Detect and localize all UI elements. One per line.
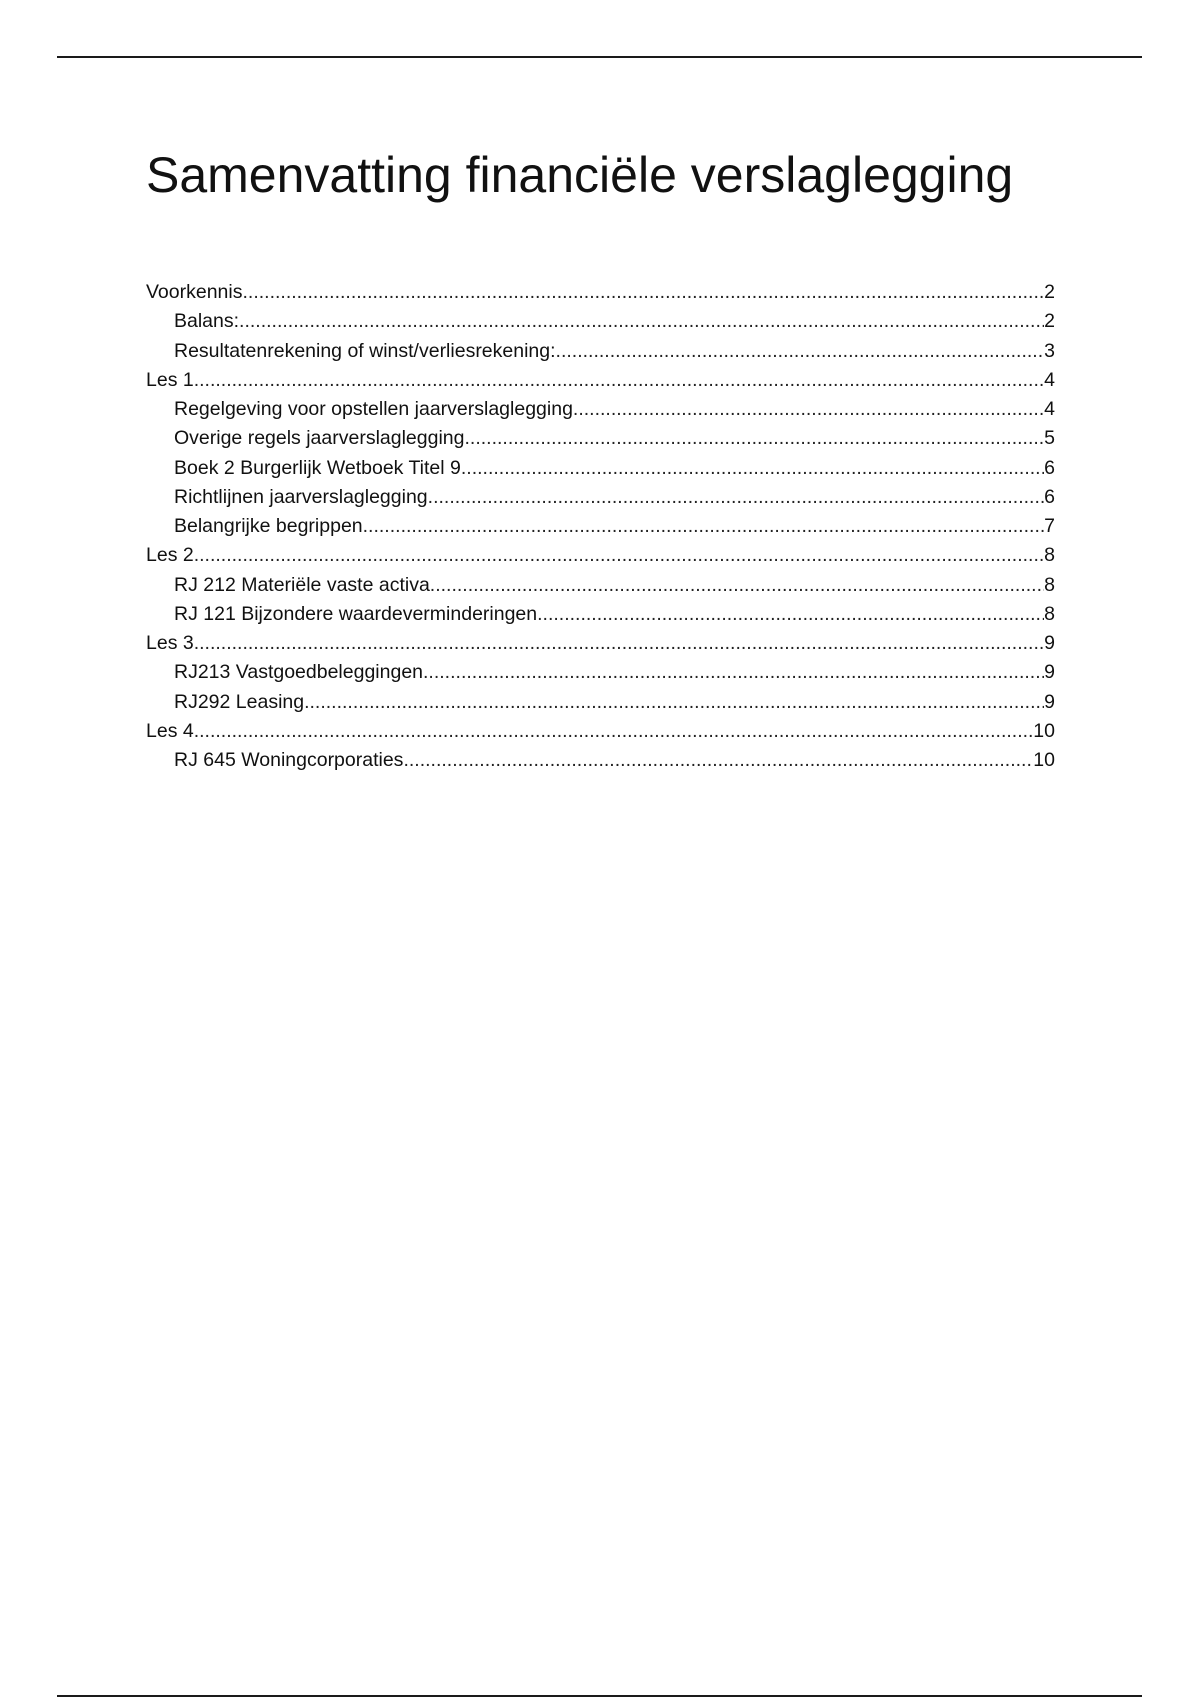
toc-entry[interactable] xyxy=(146,395,1055,424)
toc-page-number: 8 xyxy=(1044,544,1055,567)
toc-dot-leader xyxy=(194,541,1044,570)
toc-page-number: 6 xyxy=(1044,485,1055,508)
footer-rule xyxy=(57,1695,1142,1697)
toc-dot-leader xyxy=(537,600,1044,629)
toc-entry[interactable] xyxy=(146,454,1055,483)
toc-page-number: 5 xyxy=(1044,427,1055,450)
toc-entry[interactable] xyxy=(146,483,1055,512)
toc-entry-label: Les 2 xyxy=(146,544,194,567)
toc-page-number: 4 xyxy=(1044,368,1055,391)
toc-dot-leader xyxy=(363,512,1045,541)
toc-dot-leader xyxy=(194,366,1044,395)
toc-page-number: 2 xyxy=(1044,310,1055,333)
toc-entry-label: Regelgeving voor opstellen jaarverslaglegging xyxy=(174,398,573,420)
toc-page-number: 9 xyxy=(1044,632,1055,654)
toc-entry-label: Voorkennis xyxy=(146,281,243,303)
toc-page-number: 3 xyxy=(1044,339,1055,362)
toc-entry[interactable] xyxy=(146,746,1055,775)
toc-page-number: 2 xyxy=(1044,281,1055,303)
toc-dot-leader xyxy=(461,454,1044,483)
toc-entry-label: RJ 212 Materiële vaste activa xyxy=(174,573,430,596)
document-title: Samenvatting financiële verslaglegging xyxy=(146,147,1014,203)
toc-entry[interactable] xyxy=(146,658,1055,687)
toc-dot-leader xyxy=(573,395,1044,424)
toc-entry-label: Balans: xyxy=(174,310,240,333)
header-rule xyxy=(57,56,1142,58)
toc-page-number: 6 xyxy=(1044,456,1055,479)
toc-dot-leader xyxy=(430,571,1044,600)
table-of-contents xyxy=(146,278,1055,775)
toc-dot-leader xyxy=(556,337,1045,366)
toc-dot-leader xyxy=(194,717,1034,746)
toc-entry-label: Boek 2 Burgerlijk Wetboek Titel 9 xyxy=(174,456,461,479)
toc-page-number: 7 xyxy=(1044,515,1055,537)
toc-entry[interactable] xyxy=(146,688,1055,717)
toc-entry-label: Richtlijnen jaarverslaglegging xyxy=(174,485,428,508)
toc-entry-label: Les 3 xyxy=(146,632,194,654)
toc-entry[interactable] xyxy=(146,571,1055,600)
toc-entry[interactable] xyxy=(146,629,1055,658)
toc-dot-leader xyxy=(428,483,1044,512)
toc-dot-leader xyxy=(304,688,1044,717)
toc-entry[interactable] xyxy=(146,512,1055,541)
toc-page-number: 9 xyxy=(1044,690,1055,713)
toc-entry[interactable] xyxy=(146,600,1055,629)
toc-page-number: 10 xyxy=(1033,719,1055,742)
toc-dot-leader xyxy=(465,424,1045,453)
toc-page-number: 10 xyxy=(1033,749,1055,771)
toc-entry-label: Les 1 xyxy=(146,368,194,391)
toc-dot-leader xyxy=(403,746,1033,775)
toc-page-number: 8 xyxy=(1044,573,1055,596)
toc-entry-label: RJ292 Leasing xyxy=(174,690,305,713)
toc-entry-label: Overige regels jaarverslaglegging xyxy=(174,427,465,450)
toc-entry-label: Les 4 xyxy=(146,719,194,742)
toc-entry-label: Belangrijke begrippen xyxy=(174,515,363,537)
toc-entry-label: RJ213 Vastgoedbeleggingen xyxy=(174,661,424,684)
toc-entry[interactable] xyxy=(146,307,1055,336)
toc-page-number: 9 xyxy=(1044,661,1055,684)
toc-entry-label: RJ 645 Woningcorporaties xyxy=(174,749,404,771)
toc-dot-leader xyxy=(239,307,1044,336)
toc-page-number: 4 xyxy=(1044,398,1055,420)
toc-entry[interactable] xyxy=(146,366,1055,395)
toc-page-number: 8 xyxy=(1044,602,1055,625)
toc-entry[interactable] xyxy=(146,717,1055,746)
toc-entry[interactable] xyxy=(146,541,1055,570)
toc-entry-label: RJ 121 Bijzondere waardeverminderingen xyxy=(174,602,538,625)
toc-dot-leader xyxy=(194,629,1044,658)
toc-entry-label: Resultatenrekening of winst/verliesrekening: xyxy=(174,339,556,362)
toc-entry[interactable] xyxy=(146,424,1055,453)
toc-entry[interactable] xyxy=(146,278,1055,307)
toc-dot-leader xyxy=(423,658,1044,687)
toc-dot-leader xyxy=(242,278,1044,307)
toc-entry[interactable] xyxy=(146,337,1055,366)
